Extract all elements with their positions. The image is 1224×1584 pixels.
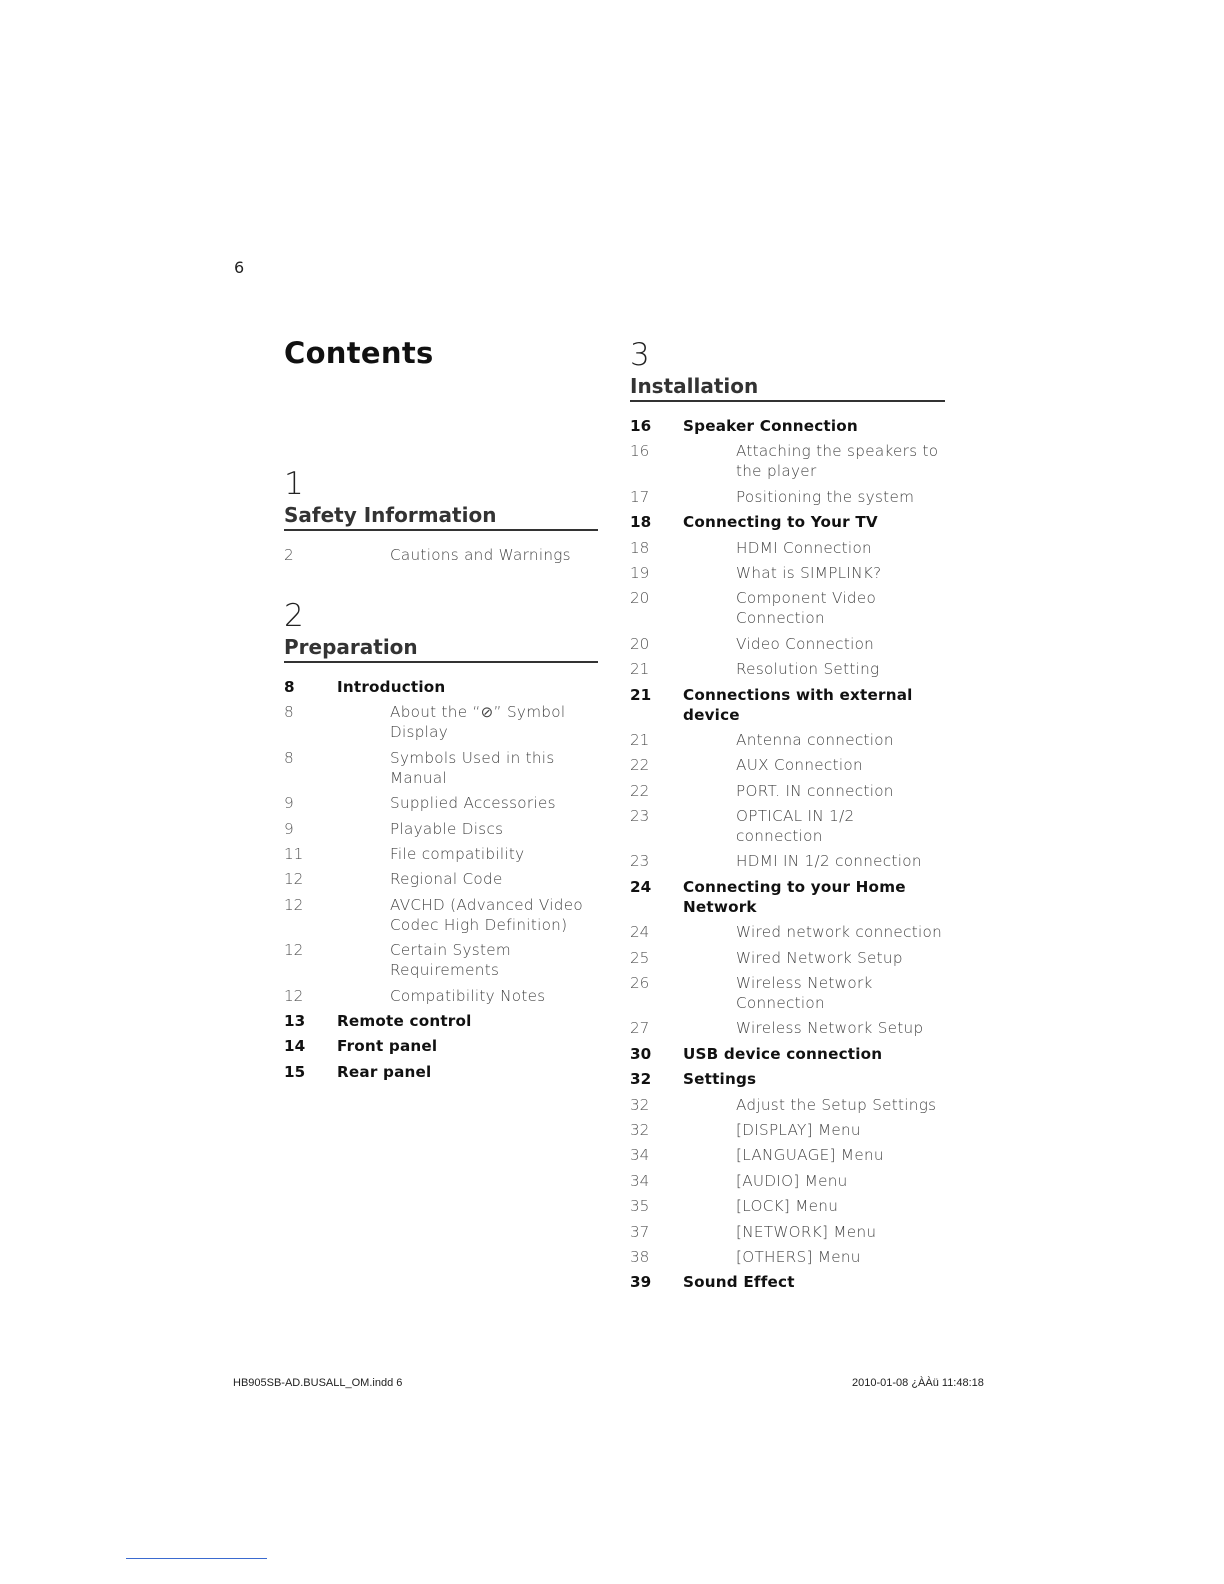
toc-page-number: 12 xyxy=(284,986,304,1005)
toc-entry-label: [LANGUAGE] Menu xyxy=(736,1146,884,1165)
toc-entry xyxy=(284,677,598,697)
toc-page-number: 12 xyxy=(284,870,304,889)
toc-entry-label: Supplied Accessories xyxy=(390,794,556,813)
toc-entry xyxy=(284,545,598,565)
toc-entry xyxy=(630,781,945,801)
toc-page-number: 22 xyxy=(630,756,650,775)
toc-entry-label: What is SIMPLINK? xyxy=(736,563,882,582)
toc-entry-label: Speaker Connection xyxy=(683,417,858,435)
toc-entry xyxy=(630,1222,945,1242)
toc-entry-label: [AUDIO] Menu xyxy=(736,1171,848,1190)
toc-page-number: 8 xyxy=(284,678,295,696)
toc-page-number: 15 xyxy=(284,1062,306,1081)
toc-entry-label: AUX Connection xyxy=(736,756,863,775)
toc-entry xyxy=(630,1145,945,1165)
toc-entry-label: Sound Effect xyxy=(683,1273,795,1292)
toc-entry xyxy=(284,1011,598,1031)
toc-entry-label: Component Video Connection xyxy=(736,589,877,628)
toc-page-number: 2 xyxy=(284,546,294,564)
toc-entry xyxy=(630,538,945,558)
toc-entry-label: Antenna connection xyxy=(736,730,894,749)
toc-entry xyxy=(630,973,945,1013)
toc-page-number: 8 xyxy=(284,703,294,722)
toc-entry xyxy=(284,895,598,935)
toc-entry-label: Playable Discs xyxy=(390,819,504,838)
toc-page-number: 8 xyxy=(284,748,294,767)
divider xyxy=(126,1558,267,1559)
toc-page-number: 24 xyxy=(630,877,652,896)
toc-page-number: 19 xyxy=(630,563,650,582)
toc-page-number: 32 xyxy=(630,1095,650,1114)
toc-page-number: 27 xyxy=(630,1019,650,1038)
toc-entry xyxy=(630,487,945,507)
toc-page-number: 22 xyxy=(630,781,650,800)
toc-page-number: 21 xyxy=(630,730,650,749)
toc-entry-label: Cautions and Warnings xyxy=(390,546,571,564)
toc-entry xyxy=(630,512,945,532)
toc-page-number: 24 xyxy=(630,923,650,942)
toc-entry xyxy=(630,1196,945,1216)
toc-entry xyxy=(284,793,598,813)
toc-entry xyxy=(630,563,945,583)
toc-list xyxy=(284,545,598,565)
toc-entry xyxy=(284,1062,598,1082)
toc-page-number: 18 xyxy=(630,513,652,532)
toc-entry-label: Regional Code xyxy=(390,870,503,889)
toc-page-number: 9 xyxy=(284,819,294,838)
toc-entry-label: [OTHERS] Menu xyxy=(736,1247,861,1266)
toc-entry-label: [NETWORK] Menu xyxy=(736,1222,877,1241)
toc-entry-label: Certain System Requirements xyxy=(390,941,511,980)
toc-page-number: 9 xyxy=(284,794,294,813)
section-title: Preparation xyxy=(284,634,598,663)
toc-entry xyxy=(630,1044,945,1064)
toc-entry-label: File compatibility xyxy=(390,844,525,863)
toc-entry-label: Compatibility Notes xyxy=(390,986,546,1005)
toc-entry-label: Symbols Used in this Manual xyxy=(390,748,555,787)
toc-entry-label: USB device connection xyxy=(683,1044,883,1063)
toc-page-number: 32 xyxy=(630,1070,652,1089)
toc-entry xyxy=(284,940,598,980)
footer-filename: HB905SB-AD.BUSALL_OM.indd 6 xyxy=(233,1377,403,1389)
toc-entry xyxy=(284,869,598,889)
toc-entry-label: Positioning the system xyxy=(736,487,915,506)
toc-entry xyxy=(630,1272,945,1292)
toc-entry-label: Introduction xyxy=(337,678,446,696)
toc-entry xyxy=(630,851,945,871)
toc-page-number: 23 xyxy=(630,852,650,871)
toc-page-number: 16 xyxy=(630,417,652,435)
toc-page-number: 34 xyxy=(630,1171,650,1190)
toc-entry-label: OPTICAL IN 1/2 connection xyxy=(736,807,855,846)
toc-page-number: 17 xyxy=(630,487,650,506)
toc-page-number: 37 xyxy=(630,1222,650,1241)
toc-entry xyxy=(630,634,945,654)
toc-entry xyxy=(630,441,945,481)
toc-page-number: 23 xyxy=(630,807,650,826)
toc-entry-label: AVCHD (Advanced Video Codec High Definition) xyxy=(390,895,583,934)
toc-entry xyxy=(630,1018,945,1038)
section-number: 1 xyxy=(284,466,304,502)
toc-list xyxy=(284,677,598,1082)
toc-entry-label: Adjust the Setup Settings xyxy=(736,1095,937,1114)
toc-entry xyxy=(630,588,945,628)
toc-entry xyxy=(284,1036,598,1056)
toc-entry-label: Resolution Setting xyxy=(736,660,880,679)
toc-entry-label: Connections with external device xyxy=(683,685,913,724)
toc-page-number: 30 xyxy=(630,1044,652,1063)
section-title: Installation xyxy=(630,373,945,402)
toc-entry xyxy=(284,702,598,742)
toc-entry-label: Wireless Network Connection xyxy=(736,974,873,1013)
section-number: 2 xyxy=(284,598,304,634)
toc-entry xyxy=(630,1095,945,1115)
toc-page-number: 38 xyxy=(630,1247,650,1266)
toc-entry-label: Wireless Network Setup xyxy=(736,1019,924,1038)
toc-entry xyxy=(630,416,945,436)
toc-entry xyxy=(630,730,945,750)
toc-page-number: 12 xyxy=(284,941,304,960)
toc-page-number: 20 xyxy=(630,589,650,608)
toc-entry xyxy=(630,1171,945,1191)
contents-title: Contents xyxy=(284,336,434,370)
toc-entry-label: Front panel xyxy=(337,1037,438,1056)
toc-page-number: 16 xyxy=(630,442,650,461)
toc-entry xyxy=(284,819,598,839)
toc-page-number: 32 xyxy=(630,1120,650,1139)
toc-entry-label: Wired network connection xyxy=(736,923,943,942)
toc-page-number: 21 xyxy=(630,685,652,704)
toc-page-number: 21 xyxy=(630,660,650,679)
toc-entry-label: About the “⊘” Symbol Display xyxy=(390,703,566,742)
toc-entry-label: Rear panel xyxy=(337,1062,432,1081)
toc-page-number: 14 xyxy=(284,1037,306,1056)
toc-page-number: 34 xyxy=(630,1146,650,1165)
toc-entry xyxy=(630,877,945,917)
toc-entry-label: Remote control xyxy=(337,1011,472,1030)
toc-entry xyxy=(284,748,598,788)
toc-page-number: 11 xyxy=(284,844,304,863)
toc-entry xyxy=(630,948,945,968)
toc-page-number: 39 xyxy=(630,1273,652,1292)
section-preparation xyxy=(284,598,598,1087)
toc-list xyxy=(630,416,945,1292)
toc-entry-label: Settings xyxy=(683,1070,757,1089)
section-number: 3 xyxy=(630,337,650,373)
toc-entry xyxy=(630,1069,945,1089)
toc-entry-label: PORT. IN connection xyxy=(736,781,894,800)
toc-entry-label: [LOCK] Menu xyxy=(736,1197,839,1216)
toc-page-number: 35 xyxy=(630,1197,650,1216)
section-title: Safety Information xyxy=(284,502,598,531)
toc-entry xyxy=(630,685,945,725)
toc-entry xyxy=(630,806,945,846)
page-number: 6 xyxy=(234,258,245,277)
toc-entry xyxy=(284,844,598,864)
toc-page-number: 18 xyxy=(630,538,650,557)
toc-entry xyxy=(284,986,598,1006)
section-safety xyxy=(284,466,598,570)
toc-entry-label: Connecting to your Home Network xyxy=(683,877,906,916)
toc-page-number: 13 xyxy=(284,1011,306,1030)
toc-page-number: 12 xyxy=(284,895,304,914)
toc-entry-label: Wired Network Setup xyxy=(736,948,903,967)
toc-entry xyxy=(630,1120,945,1140)
footer-timestamp: 2010-01-08 ¿ÀÀü 11:48:18 xyxy=(852,1377,984,1389)
toc-entry xyxy=(630,755,945,775)
toc-entry xyxy=(630,1247,945,1267)
toc-entry-label: HDMI Connection xyxy=(736,538,872,557)
toc-page-number: 25 xyxy=(630,948,650,967)
toc-entry-label: Video Connection xyxy=(736,634,875,653)
toc-entry xyxy=(630,922,945,942)
toc-entry-label: Attaching the speakers to the player xyxy=(736,442,939,481)
section-installation xyxy=(630,337,945,1298)
toc-page-number: 26 xyxy=(630,974,650,993)
toc-entry-label: Connecting to Your TV xyxy=(683,513,878,532)
toc-entry xyxy=(630,659,945,679)
toc-entry-label: [DISPLAY] Menu xyxy=(736,1120,861,1139)
toc-page-number: 20 xyxy=(630,634,650,653)
toc-entry-label: HDMI IN 1/2 connection xyxy=(736,852,922,871)
